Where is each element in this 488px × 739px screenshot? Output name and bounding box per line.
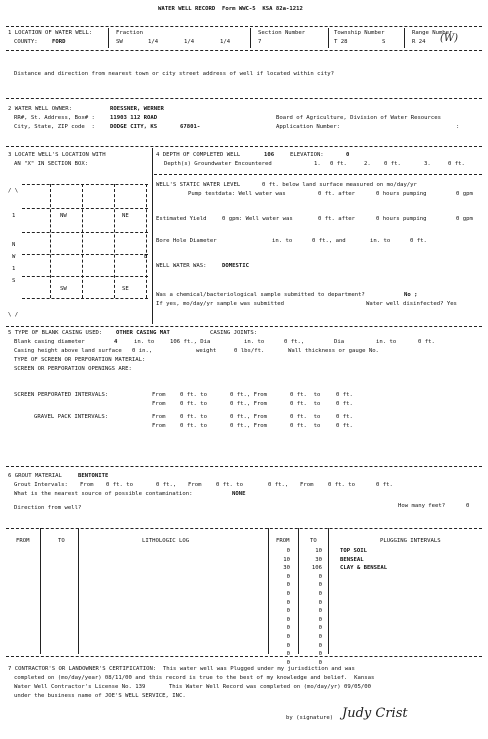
column-line bbox=[268, 528, 269, 654]
to-value: 0 ft., From bbox=[230, 392, 268, 398]
quadrant-nw: NW bbox=[60, 213, 67, 219]
log-header-from-2: FROM bbox=[276, 538, 290, 544]
divider bbox=[6, 50, 482, 51]
log-header-to-2: TO bbox=[310, 538, 317, 544]
grid-line bbox=[22, 276, 148, 277]
distance-label: Distance and direction from nearest town or city street address of well if located within city? bbox=[14, 71, 334, 77]
grid-line bbox=[82, 184, 83, 298]
pump-test-hours: 0 hours pumping bbox=[376, 191, 427, 197]
gw-2-label: 2. bbox=[364, 161, 371, 167]
from-label: From bbox=[152, 401, 166, 407]
plug-to-cell: 0 bbox=[318, 659, 322, 666]
grout-ft-1: 0 ft., bbox=[156, 482, 177, 488]
fraction-q1: 1/4 bbox=[148, 39, 159, 45]
from-value-2: 0 ft. to bbox=[290, 414, 321, 420]
east-label: E bbox=[144, 254, 148, 260]
fraction-quarter: SW bbox=[116, 39, 123, 45]
plug-from-cell: 0 bbox=[286, 573, 290, 580]
owner-value: ROESSNER, WERNER bbox=[110, 106, 164, 112]
from-label: From bbox=[152, 423, 166, 429]
certification-line-2: completed on (mo/day/year) 08/11/00 and this record is true to the best of my knowledge and belief. Kansas bbox=[14, 675, 375, 681]
plug-to-cell: 0 bbox=[318, 651, 322, 658]
from-label: From bbox=[152, 392, 166, 398]
elevation-label: ELEVATION: bbox=[290, 152, 324, 158]
divider bbox=[6, 326, 482, 327]
form-title: WATER WELL RECORD Form WWC-5 KSA 82a-1212 bbox=[158, 6, 303, 12]
casing-weight-label: weight bbox=[196, 348, 217, 354]
blank-casing-ft: 106 ft., Dia bbox=[170, 339, 211, 345]
plug-to-cell: 30 bbox=[315, 556, 322, 563]
grout-material-label: 6 GROUT MATERIAL bbox=[8, 473, 62, 479]
water-use-value: DOMESTIC bbox=[222, 263, 249, 269]
certification-line-1: 7 CONTRACTOR'S OR LANDOWNER'S CERTIFICATION: This water well was Plugged under my jurisdiction and was bbox=[8, 666, 355, 672]
divider bbox=[108, 28, 109, 48]
water-use-label: WELL WATER WAS: bbox=[156, 263, 207, 269]
plug-from-cell: 0 bbox=[286, 582, 290, 589]
direction-label: Direction from well? bbox=[14, 505, 82, 511]
blank-casing-ft-3: 0 ft. bbox=[418, 339, 435, 345]
plug-to-cell: 0 bbox=[318, 599, 322, 606]
yield-label: Estimated Yield bbox=[156, 216, 207, 222]
casing-weight-value: 0 lbs/ft. bbox=[234, 348, 265, 354]
quadrant-sw: SW bbox=[60, 286, 67, 292]
divider bbox=[6, 26, 482, 27]
divider bbox=[250, 28, 251, 48]
plug-to-cell: 0 bbox=[318, 573, 322, 580]
section-number-label: Section Number bbox=[258, 30, 306, 36]
yield-gpm-2: 0 gpm bbox=[456, 216, 473, 222]
county-label: COUNTY: bbox=[14, 39, 38, 45]
to-value-2: 0 ft. bbox=[336, 401, 353, 407]
signature-label: by (signature) bbox=[286, 715, 334, 721]
to-value-2: 0 ft. bbox=[336, 414, 353, 420]
mark-1-bottom: 1 bbox=[12, 266, 16, 272]
log-header-from: FROM bbox=[16, 538, 30, 544]
township-label: Township Number bbox=[334, 30, 385, 36]
plug-to-cell: 0 bbox=[318, 642, 322, 649]
gw-3-label: 3. bbox=[424, 161, 431, 167]
contamination-value: NONE bbox=[232, 491, 246, 497]
to-value: 0 ft., From bbox=[230, 414, 268, 420]
from-value-2: 0 ft. to bbox=[290, 392, 321, 398]
north-label: N bbox=[12, 242, 16, 248]
plug-from-cell: 0 bbox=[286, 651, 290, 658]
plug-description-cell: CLAY & BENSEAL bbox=[340, 565, 388, 572]
chem-sample-label: Was a chemical/bacteriological sample submitted to department? bbox=[156, 292, 365, 298]
grid-line bbox=[22, 298, 148, 299]
plug-to-cell: 0 bbox=[318, 591, 322, 597]
grid-line bbox=[50, 184, 51, 298]
board-label: Board of Agriculture, Division of Water Resources bbox=[276, 115, 442, 121]
divider bbox=[152, 148, 153, 324]
blank-casing-ft-2: 0 ft., bbox=[284, 339, 305, 345]
casing-height-label: Casing height above land surface bbox=[14, 348, 122, 354]
grid-line bbox=[22, 254, 148, 255]
chem-sample-date-label: If yes, mo/day/yr sample was submitted bbox=[156, 301, 284, 307]
plug-from-cell: 0 bbox=[286, 659, 290, 666]
wall-thickness-label: Wall thickness or gauge No. bbox=[288, 348, 379, 354]
divider bbox=[154, 174, 482, 175]
from-label: From bbox=[152, 414, 166, 420]
contamination-label: What is the nearest source of possible contamination: bbox=[14, 491, 193, 497]
depth-label: 4 DEPTH OF COMPLETED WELL bbox=[156, 152, 241, 158]
log-header-to: TO bbox=[58, 538, 65, 544]
grout-from-1: From bbox=[80, 482, 94, 488]
from-value-2: 0 ft. to bbox=[290, 423, 321, 429]
fraction-q2: 1/4 bbox=[184, 39, 195, 45]
pump-test-ft: 0 ft. after bbox=[318, 191, 356, 197]
from-value: 0 ft. to bbox=[180, 392, 207, 398]
blank-casing-label: Blank casing diameter bbox=[14, 339, 85, 345]
range-value: R 24 bbox=[412, 39, 426, 45]
range-label: Range Number bbox=[412, 30, 453, 36]
certification-line-4: under the business name of JOE'S WELL SERVICE, INC. bbox=[14, 693, 186, 699]
elevation-value: 0 bbox=[346, 152, 350, 158]
township-value: T 28 bbox=[334, 39, 348, 45]
city-label: City, State, ZIP code : bbox=[14, 124, 95, 130]
to-value-2: 0 ft. bbox=[336, 423, 353, 429]
screen-openings-label: SCREEN OR PERFORATION OPENINGS ARE: bbox=[14, 366, 132, 372]
plug-description-cell: TOP SOIL bbox=[340, 548, 367, 554]
yield-hours: 0 hours pumping bbox=[376, 216, 427, 222]
plug-to-cell: 106 bbox=[311, 565, 322, 572]
grid-line bbox=[146, 184, 147, 298]
grid-line bbox=[22, 208, 148, 209]
how-many-feet-label: How many feet? bbox=[398, 503, 446, 509]
column-line bbox=[328, 528, 329, 654]
screen-perforated-label: SCREEN PERFORATED INTERVALS: bbox=[14, 392, 109, 398]
casing-type-value: OTHER CASING MAT bbox=[116, 330, 170, 336]
plug-from-cell: 10 bbox=[283, 556, 290, 563]
plug-to-cell: 10 bbox=[315, 548, 322, 554]
fraction-label: Fraction bbox=[116, 30, 143, 36]
blank-casing-in-to: in. to bbox=[134, 339, 155, 345]
left-bar-bottom: \ / bbox=[8, 312, 19, 318]
locate-label-1: 3 LOCATE WELL'S LOCATION WITH bbox=[8, 152, 106, 158]
blank-casing-diameter: 4 bbox=[114, 339, 118, 345]
to-value: 0 ft., From bbox=[230, 401, 268, 407]
gw-1-label: 1. bbox=[314, 161, 321, 167]
plug-description-cell: BENSEAL bbox=[340, 556, 364, 563]
blank-casing-in-to-2: in. to bbox=[244, 339, 265, 345]
location-label: 1 LOCATION OF WATER WELL: bbox=[8, 30, 93, 36]
from-value: 0 ft. to bbox=[180, 423, 207, 429]
grout-to-1: 0 ft. to bbox=[106, 482, 133, 488]
log-header-lithologic: LITHOLOGIC LOG bbox=[142, 538, 190, 544]
pump-test-label: Pump testdata: Well water was bbox=[188, 191, 286, 197]
county-value: FORD bbox=[52, 39, 66, 45]
plug-from-cell: 0 bbox=[286, 634, 290, 640]
south-label: S bbox=[12, 278, 16, 284]
column-line bbox=[298, 528, 299, 654]
gw-3-value: 0 ft. bbox=[448, 161, 465, 167]
gravel-pack-label: GRAVEL PACK INTERVALS: bbox=[34, 414, 109, 420]
plug-to-cell: 0 bbox=[318, 616, 322, 623]
from-value-2: 0 ft. to bbox=[290, 401, 321, 407]
west-label: W bbox=[12, 254, 16, 260]
plug-from-cell: 0 bbox=[286, 599, 290, 606]
divider bbox=[328, 28, 329, 48]
range-handwritten: (W) bbox=[440, 33, 459, 44]
grout-ft-3: 0 ft. bbox=[376, 482, 393, 488]
plug-from-cell: 0 bbox=[286, 616, 290, 623]
bore-label: Bore Hole Diameter bbox=[156, 238, 217, 244]
grid-line bbox=[114, 184, 115, 298]
static-level-label: WELL'S STATIC WATER LEVEL bbox=[156, 182, 241, 188]
grout-to-2: 0 ft. to bbox=[216, 482, 243, 488]
from-value: 0 ft. to bbox=[180, 414, 207, 420]
plug-to-cell: 0 bbox=[318, 625, 322, 632]
divider bbox=[6, 656, 482, 657]
application-label: Application Number: bbox=[276, 124, 340, 130]
from-value: 0 ft. to bbox=[180, 401, 207, 407]
blank-casing-dia-3: Dia bbox=[334, 339, 345, 345]
fraction-q3: 1/4 bbox=[220, 39, 231, 45]
mark-1-top: 1 bbox=[12, 213, 16, 219]
plug-from-cell: 0 bbox=[286, 625, 290, 632]
divider bbox=[6, 466, 482, 467]
bore-in-to: in. to bbox=[272, 238, 293, 244]
casing-type-label: 5 TYPE OF BLANK CASING USED: bbox=[8, 330, 103, 336]
quadrant-se: SE bbox=[122, 286, 129, 292]
column-line bbox=[40, 528, 41, 654]
address-label: RR#, St. Address, Box# : bbox=[14, 115, 95, 121]
depth-value: 106 bbox=[264, 152, 275, 158]
plug-to-cell: 0 bbox=[318, 608, 322, 615]
plug-from-cell: 0 bbox=[286, 608, 290, 615]
to-value-2: 0 ft. bbox=[336, 392, 353, 398]
zip-value: 67801- bbox=[180, 124, 201, 130]
divider bbox=[404, 28, 405, 48]
pump-test-gpm: 0 gpm bbox=[456, 191, 473, 197]
grout-material-value: BENTONITE bbox=[78, 473, 109, 479]
address-value: 11903 112 ROAD bbox=[110, 115, 158, 121]
disinfected-label: Water well disinfected? Yes bbox=[366, 301, 457, 307]
section-number-value: 7 bbox=[258, 39, 262, 45]
grout-ft-2: 0 ft., bbox=[268, 482, 289, 488]
groundwater-label: Depth(s) Groundwater Encountered bbox=[164, 161, 272, 167]
grout-from-2: From bbox=[188, 482, 202, 488]
yield-ft: 0 ft. after bbox=[318, 216, 356, 222]
certification-line-3: Water Well Contractor's License No. 139 This Water Well Record was completed on (mo/day/yr) 09/05/00 bbox=[14, 684, 371, 690]
plug-to-cell: 0 bbox=[318, 582, 322, 589]
grid-line bbox=[22, 232, 148, 233]
gw-1-value: 0 ft. bbox=[330, 161, 347, 167]
plug-from-cell: 0 bbox=[286, 642, 290, 649]
left-bar-top: / \ bbox=[8, 188, 19, 194]
column-line bbox=[78, 528, 79, 654]
quadrant-ne: NE bbox=[122, 213, 129, 219]
divider bbox=[6, 98, 482, 99]
application-mark: : bbox=[456, 124, 460, 130]
plug-to-cell: 0 bbox=[318, 634, 322, 640]
divider bbox=[6, 146, 482, 147]
screen-type-label: TYPE OF SCREEN OR PERFORATION MATERIAL: bbox=[14, 357, 146, 363]
grout-to-3: 0 ft. to bbox=[328, 482, 355, 488]
chem-sample-value: No ; bbox=[404, 292, 418, 298]
township-direction: S bbox=[382, 39, 386, 45]
grout-from-3: From bbox=[300, 482, 314, 488]
plug-from-cell: 30 bbox=[283, 565, 290, 572]
signature: Judy Crist bbox=[342, 706, 408, 721]
bore-ft: 0 ft. bbox=[410, 238, 427, 244]
blank-casing-in-to-3: in. to bbox=[376, 339, 397, 345]
bore-ft-and: 0 ft., and bbox=[312, 238, 346, 244]
city-value: DODGE CITY, KS bbox=[110, 124, 158, 130]
plug-from-cell: 0 bbox=[286, 591, 290, 597]
to-value: 0 ft., From bbox=[230, 423, 268, 429]
yield-gpm: 0 gpm: Well water was bbox=[222, 216, 293, 222]
casing-joints-label: CASING JOINTS: bbox=[210, 330, 258, 336]
how-many-feet-value: 0 bbox=[466, 503, 470, 509]
grout-intervals-label: Grout Intervals: bbox=[14, 482, 68, 488]
gw-2-value: 0 ft. bbox=[384, 161, 401, 167]
bore-in-to-2: in. to bbox=[370, 238, 391, 244]
owner-label: 2 WATER WELL OWNER: bbox=[8, 106, 72, 112]
static-level-text: 0 ft. below land surface measured on mo/day/yr bbox=[262, 182, 417, 188]
log-header-plugging: PLUGGING INTERVALS bbox=[380, 538, 441, 544]
casing-height-value: 0 in., bbox=[132, 348, 153, 354]
plug-from-cell: 0 bbox=[286, 548, 290, 554]
grid-line bbox=[22, 184, 148, 185]
locate-label-2: AN "X" IN SECTION BOX: bbox=[14, 161, 89, 167]
